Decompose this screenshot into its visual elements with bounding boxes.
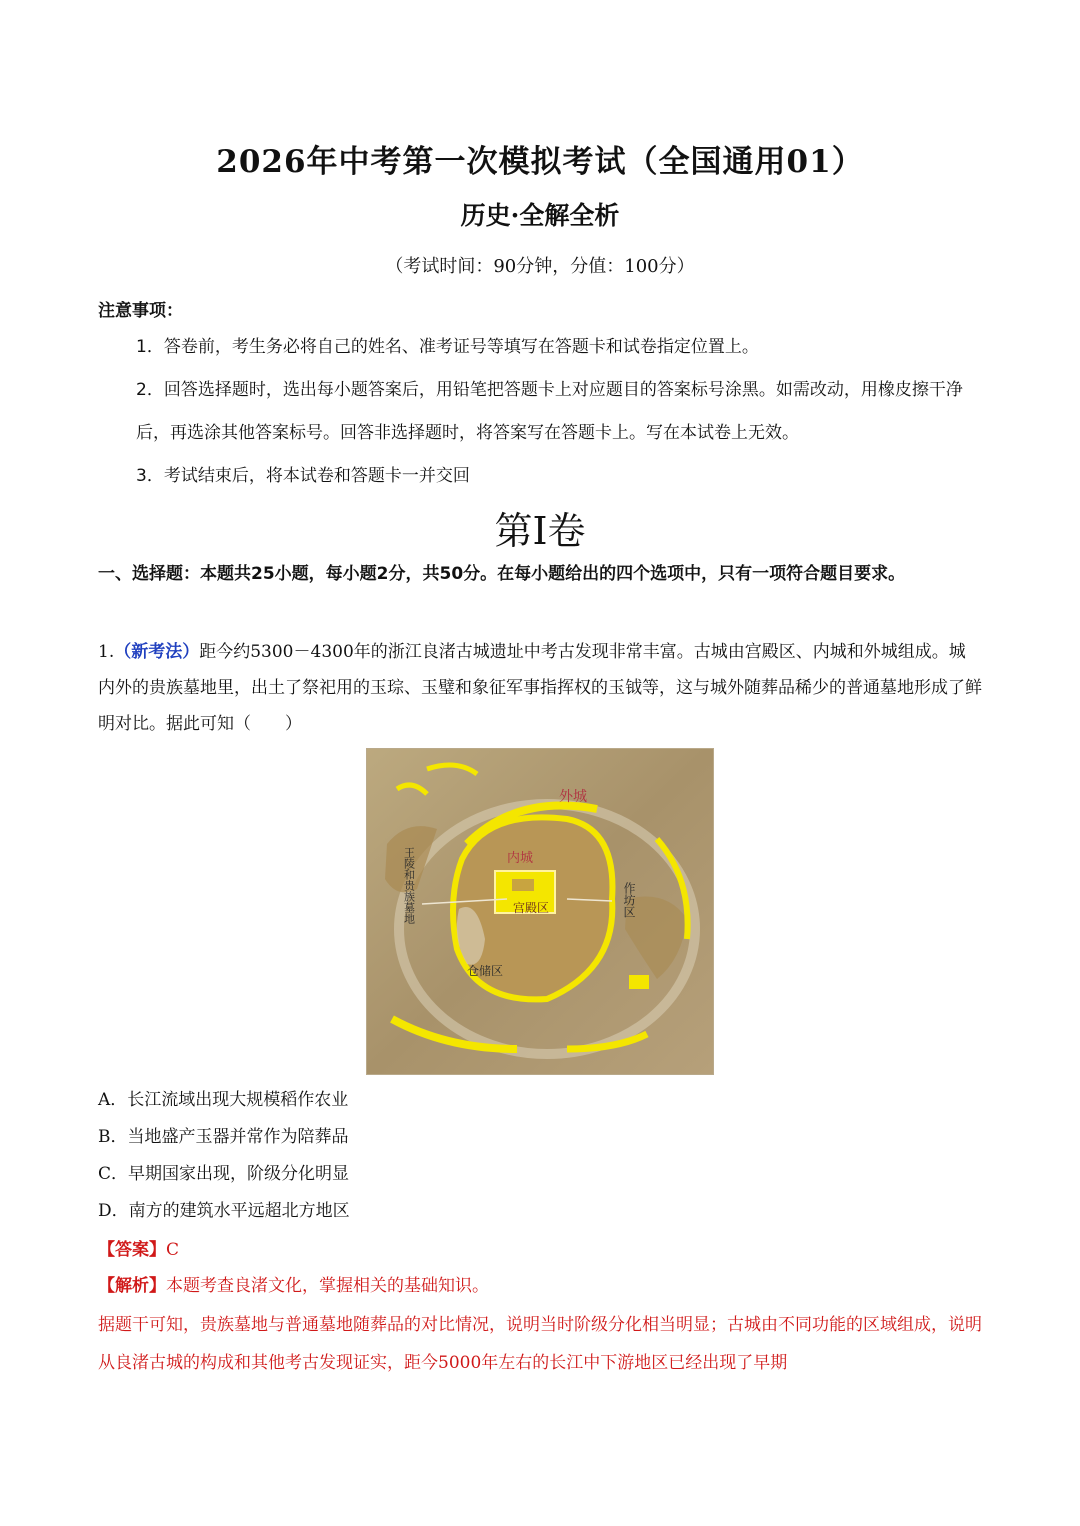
option-d: D．南方的建筑水平远超北方地区	[98, 1201, 350, 1221]
map-label-tombs: 王陵和贵族墓地	[402, 847, 416, 924]
analysis-line	[98, 1268, 982, 1305]
exam-title: 2026年中考第一次模拟考试（全国通用01）	[216, 144, 864, 180]
notice-list	[98, 326, 982, 498]
analysis-label: 【解析】	[98, 1276, 166, 1296]
map-label-inner-city: 内城	[507, 851, 534, 866]
question-text: 距今约5300－4300年的浙江良渚古城遗址中考古发现非常丰富。古城由宫殿区、内城和外城组成。城内外的贵族墓地里，出土了祭祀用的玉琮、玉璧和象征军事指挥权的玉钺等，这与城外随葬品稀少的普通墓地形成了鲜明对比。据此可知（ ）	[98, 642, 982, 734]
question-tag: （新考法）	[114, 642, 200, 662]
volume-title: 第Ⅰ卷	[494, 509, 586, 553]
notice-item-3: 3．考试结束后，将本试卷和答题卡一并交回	[136, 466, 470, 486]
map-label-workshop: 作坊区	[622, 882, 636, 918]
notice-heading: 注意事项：	[98, 301, 183, 321]
question-1-stem	[98, 634, 982, 742]
section-heading: 一、选择题：本题共25小题，每小题2分，共50分。在每小题给出的四个选项中，只有一项符合题目要求。	[98, 564, 906, 584]
map-label-storage: 仓储区	[467, 964, 504, 978]
option-c: C．早期国家出现，阶级分化明显	[98, 1164, 350, 1184]
notice-item-1: 1．答卷前，考生务必将自己的姓名、准考证号等填写在答题卡和试卷指定位置上。	[136, 337, 759, 357]
answer-label: 【答案】	[98, 1240, 166, 1260]
answer-line	[98, 1232, 179, 1269]
option-b: B．当地盛产玉器并常作为陪葬品	[98, 1127, 349, 1147]
question-number: 1.	[98, 642, 115, 662]
notice-item-2: 2．回答选择题时，选出每小题答案后，用铅笔把答题卡上对应题目的答案标号涂黑。如需改动，用橡皮擦干净后，再选涂其他答案标号。回答非选择题时，将答案写在答题卡上。写在本试卷上无效。	[136, 380, 963, 443]
analysis-intro: 本题考查良渚文化，掌握相关的基础知识。	[166, 1276, 489, 1296]
option-a: A．长江流域出现大规模稻作农业	[98, 1090, 349, 1110]
liangzhu-city-map	[366, 748, 714, 1075]
map-label-palace: 宫殿区	[513, 901, 550, 915]
map-label-outer-city: 外城	[559, 789, 587, 805]
analysis-body: 据题干可知，贵族墓地与普通墓地随葬品的对比情况，说明当时阶级分化相当明显；古城由不同功能的区域组成，说明从良渚古城的构成和其他考古发现证实，距今5000年左右的长江中下游地区已经出现了早期	[98, 1315, 982, 1373]
exam-subtitle: 历史·全解全析	[460, 201, 620, 230]
answer-options	[98, 1082, 982, 1230]
answer-value: C	[166, 1240, 180, 1260]
exam-info: （考试时间：90分钟，分值：100分）	[385, 256, 695, 277]
